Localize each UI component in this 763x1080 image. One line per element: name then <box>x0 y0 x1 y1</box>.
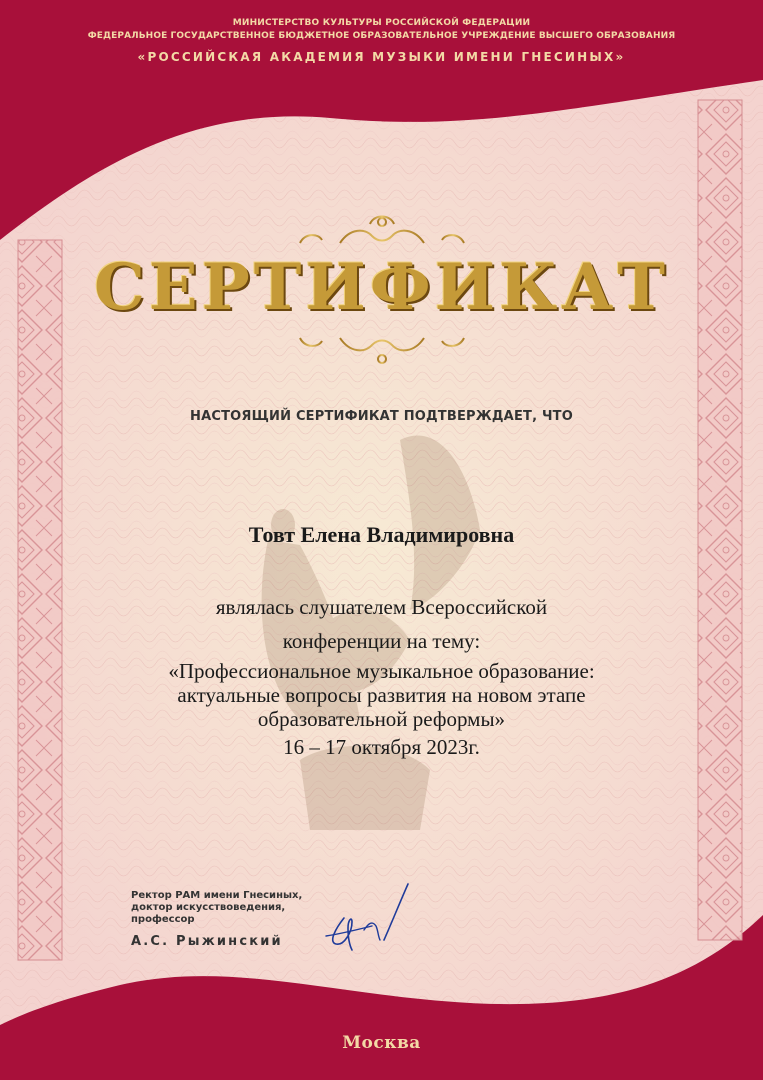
signer-degree: доктор искусствоведения, <box>131 902 286 913</box>
academy-name: «РОССИЙСКАЯ АКАДЕМИЯ МУЗЫКИ ИМЕНИ ГНЕСИНЫХ» <box>137 50 626 64</box>
recipient-name: Товт Елена Владимировна <box>248 522 515 547</box>
body-line: являлась слушателем Всероссийской <box>215 595 548 619</box>
body-line: конференции на тему: <box>282 629 481 653</box>
signer-title: профессор <box>131 914 195 925</box>
signer-position: Ректор РАМ имени Гнесиных, <box>131 890 303 901</box>
confirmation-statement: НАСТОЯЩИЙ СЕРТИФИКАТ ПОДТВЕРЖДАЕТ, ЧТО <box>190 409 573 424</box>
ministry-name: МИНИСТЕРСТВО КУЛЬТУРЫ РОССИЙСКОЙ ФЕДЕРАЦИИ <box>232 18 531 28</box>
signer-block <box>131 890 302 948</box>
conference-topic-line: «Профессиональное музыкальное образование: <box>168 659 595 683</box>
institution-type: ФЕДЕРАЛЬНОЕ ГОСУДАРСТВЕННОЕ БЮДЖЕТНОЕ ОБРАЗОВАТЕЛЬНОЕ УЧРЕЖДЕНИЕ ВЫСШЕГО ОБРАЗОВАНИЯ <box>87 31 676 41</box>
conference-dates: 16 – 17 октября 2023г. <box>283 735 480 759</box>
conference-topic-line: актуальные вопросы развития на новом этапе <box>177 683 586 707</box>
certificate-title: СЕРТИФИКАТ <box>93 250 670 325</box>
signature-image <box>322 880 412 960</box>
issuer-header <box>0 18 763 65</box>
signer-name: А.С. Рыжинский <box>131 934 283 949</box>
issue-city: Москва <box>342 1033 421 1053</box>
certificate-body <box>0 595 763 759</box>
conference-topic-line: образовательной реформы» <box>257 707 506 731</box>
